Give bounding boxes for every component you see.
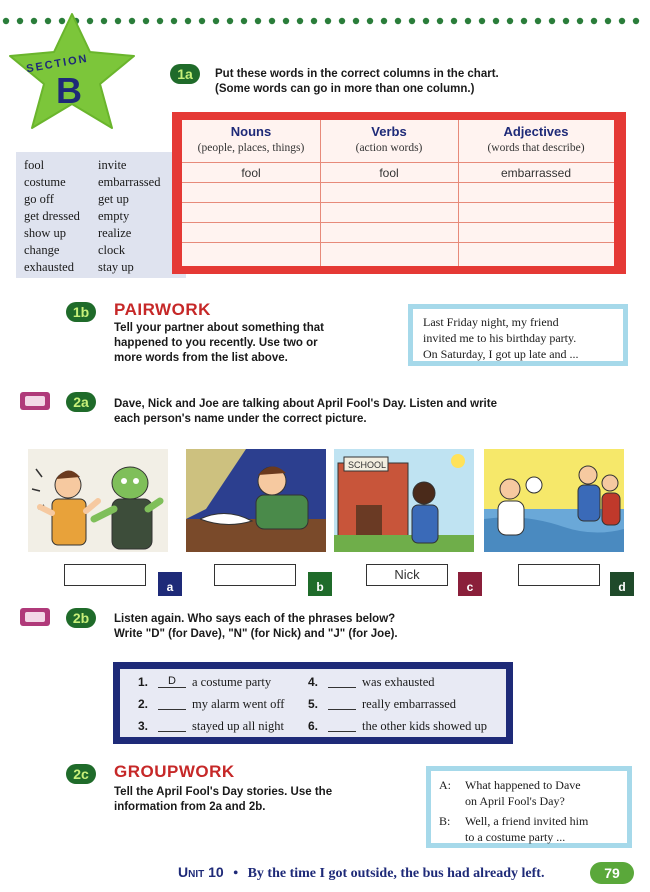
border-dot	[577, 18, 583, 24]
answer-box-c[interactable]: Nick	[366, 564, 448, 586]
exercise-1b-instruction: Tell your partner about something that happened to you recently. Use two or more words from the list above.	[114, 322, 324, 364]
phrase-answer-blank[interactable]: D	[158, 675, 186, 688]
border-dot	[269, 18, 275, 24]
column-nouns: Nouns (people, places, things)	[197, 124, 305, 154]
exercise-1a-instruction: Put these words in the correct columns in the chart. (Some words can go in more than one column.)	[215, 68, 499, 95]
picture-letter-a: a	[158, 572, 182, 596]
border-dot	[633, 18, 639, 24]
border-dot	[423, 18, 429, 24]
picture-a	[28, 449, 168, 552]
border-dot	[563, 18, 569, 24]
phrase-box	[113, 662, 513, 744]
word-item: get dressed	[24, 209, 80, 223]
border-dot	[157, 18, 163, 24]
chart-cell-nouns-example: fool	[241, 166, 261, 180]
border-dot	[283, 18, 289, 24]
picture-d	[484, 449, 624, 552]
answer-box-d[interactable]	[518, 564, 600, 586]
phrase-answer-blank[interactable]	[328, 719, 356, 732]
picture-letter-d: d	[610, 572, 634, 596]
border-dot	[507, 18, 513, 24]
dialogue-speaker: B:	[439, 814, 451, 828]
footer-unit: Unit 10	[178, 864, 224, 880]
border-dot	[479, 18, 485, 24]
word-item: costume	[24, 175, 66, 189]
pairwork-heading: PAIRWORK	[114, 300, 211, 319]
word-item: stay up	[98, 260, 134, 274]
border-dot	[227, 18, 233, 24]
column-adjectives: Adjectives (words that describe)	[487, 124, 585, 154]
picture-b	[186, 449, 326, 552]
phrase-number: 1.	[138, 675, 149, 689]
border-dot	[143, 18, 149, 24]
dialogue-line: to a costume party ...	[465, 830, 566, 844]
footer-title: By the time I got outside, the bus had already left.	[247, 866, 545, 881]
border-dot	[325, 18, 331, 24]
page-footer	[178, 864, 544, 882]
border-dot	[171, 18, 177, 24]
word-item: fool	[24, 158, 45, 172]
chart-cell-adjectives-example: embarrassed	[500, 166, 572, 180]
border-dot	[213, 18, 219, 24]
exercise-2b-instruction: Listen again. Who says each of the phrases below? Write "D" (for Dave), "N" (for Nick) and "J" (for Joe).	[114, 613, 398, 640]
border-dot	[605, 18, 611, 24]
phrase-answer-blank[interactable]	[328, 675, 356, 688]
border-dot	[437, 18, 443, 24]
phrase-number: 2.	[138, 697, 149, 711]
border-dot	[367, 18, 373, 24]
groupwork-dialogue-box	[426, 766, 632, 848]
border-dot	[395, 18, 401, 24]
border-dot	[297, 18, 303, 24]
phrase-text: stayed up all night	[192, 719, 284, 733]
answer-box-b[interactable]	[214, 564, 296, 586]
word-category-chart	[172, 112, 626, 274]
border-dot	[465, 18, 471, 24]
border-dot	[409, 18, 415, 24]
chart-cell-verbs-example: fool	[379, 166, 399, 180]
border-dot	[185, 18, 191, 24]
word-item: empty	[98, 209, 130, 223]
border-dot	[521, 18, 527, 24]
dialogue-line: Well, a friend invited him	[465, 814, 589, 828]
border-dot	[339, 18, 345, 24]
page-number: 79	[590, 862, 634, 884]
phrase-number: 4.	[308, 675, 319, 689]
phrase-answer-blank[interactable]	[328, 697, 356, 710]
border-dot	[311, 18, 317, 24]
cassette-icon	[20, 608, 50, 626]
picture-c	[334, 449, 474, 552]
exercise-2c-tag: 2c	[66, 764, 96, 784]
word-item: embarrassed	[98, 175, 161, 189]
border-dot	[199, 18, 205, 24]
exercise-2b-tag: 2b	[66, 608, 96, 628]
pairwork-speech-box: Last Friday night, my friend invited me to his birthday party. On Saturday, I got up late and ...	[408, 304, 628, 366]
phrase-text: really embarrassed	[362, 697, 457, 711]
answer-box-a[interactable]	[64, 564, 146, 586]
phrase-number: 6.	[308, 719, 319, 733]
exercise-1a-tag: 1a	[170, 64, 200, 84]
word-item: show up	[24, 226, 67, 240]
word-item: go off	[24, 192, 54, 206]
school-sign: SCHOOL	[348, 460, 387, 470]
word-item: invite	[98, 158, 127, 172]
border-dot	[241, 18, 247, 24]
exercise-2a-instruction: Dave, Nick and Joe are talking about April Fool's Day. Listen and write each person's name under the correct picture.	[114, 398, 497, 425]
column-verbs: Verbs (action words)	[355, 124, 423, 154]
picture-letter-b: b	[308, 572, 332, 596]
word-item: get up	[98, 192, 129, 206]
border-dot	[591, 18, 597, 24]
phrase-text: was exhausted	[362, 675, 435, 689]
border-dot	[381, 18, 387, 24]
section-letter: B	[56, 70, 82, 111]
phrase-text: my alarm went off	[192, 697, 285, 711]
footer-bullet: •	[233, 866, 239, 881]
border-dot	[535, 18, 541, 24]
groupwork-heading: GROUPWORK	[114, 762, 235, 781]
phrase-text: a costume party	[192, 675, 272, 689]
dialogue-speaker: A:	[439, 778, 451, 792]
word-item: clock	[98, 243, 126, 257]
exercise-2a-tag: 2a	[66, 392, 96, 412]
phrase-answer-blank[interactable]	[158, 719, 186, 732]
phrase-number: 5.	[308, 697, 319, 711]
phrase-answer-blank[interactable]	[158, 697, 186, 710]
cassette-icon	[20, 392, 50, 410]
word-item: exhausted	[24, 260, 74, 274]
border-dot	[353, 18, 359, 24]
dialogue-line: on April Fool's Day?	[465, 794, 565, 808]
border-dot	[255, 18, 261, 24]
border-dot	[493, 18, 499, 24]
phrase-text: the other kids showed up	[362, 719, 487, 733]
section-label: SECTION	[25, 52, 90, 76]
word-item: realize	[98, 226, 132, 240]
exercise-1b-tag: 1b	[66, 302, 96, 322]
picture-letter-c: c	[458, 572, 482, 596]
word-list	[16, 152, 186, 278]
border-dot	[619, 18, 625, 24]
exercise-2c-instruction: Tell the April Fool's Day stories. Use the information from 2a and 2b.	[114, 786, 333, 813]
word-item: change	[24, 243, 60, 257]
dialogue-line: What happened to Dave	[465, 778, 581, 792]
border-dot	[549, 18, 555, 24]
border-dot	[451, 18, 457, 24]
phrase-number: 3.	[138, 719, 149, 733]
